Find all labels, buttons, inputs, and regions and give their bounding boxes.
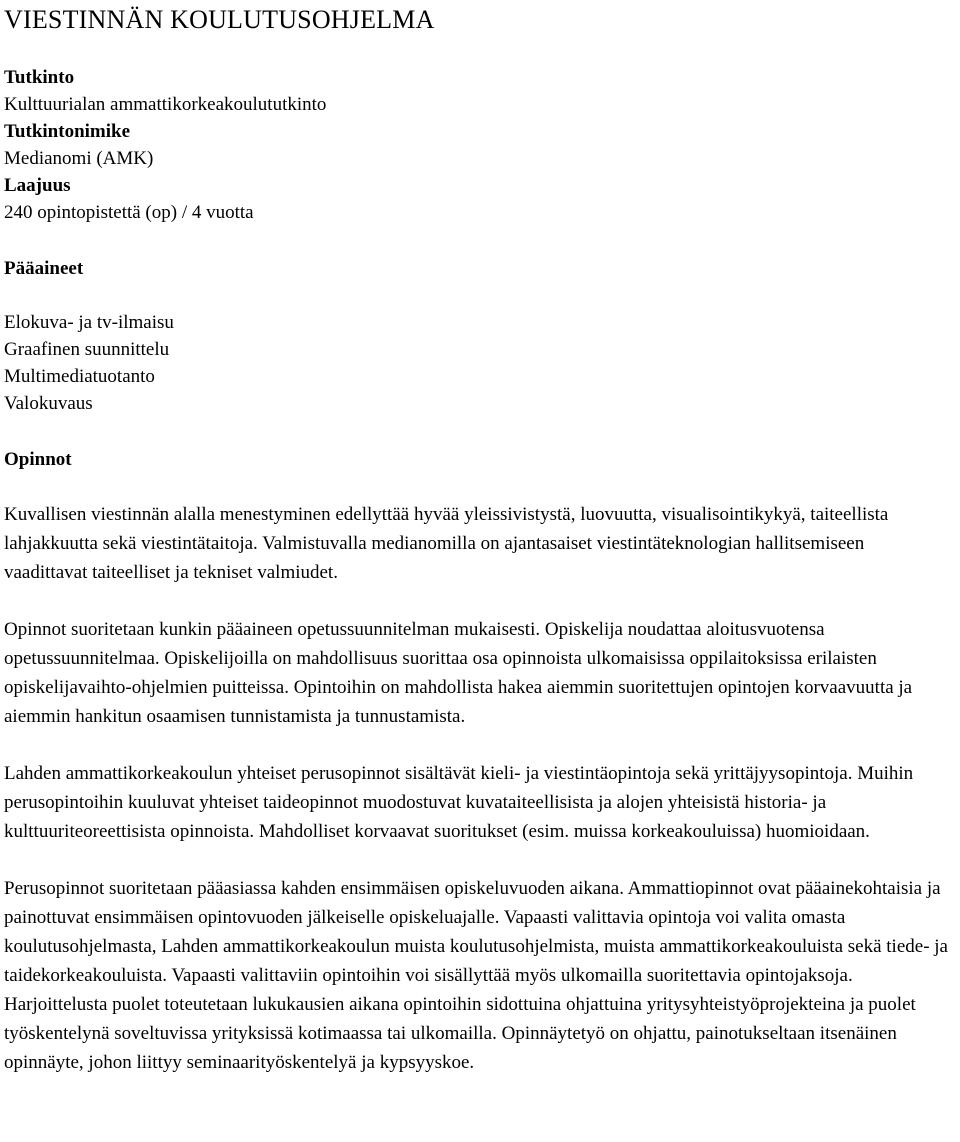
degree-info <box>4 64 956 226</box>
studies-paragraph: Lahden ammattikorkeakoulun yhteiset perusopinnot sisältävät kieli- ja viestintäopintoja sekä yrittäjyysopintoja. Muihin perusopintoihin kuuluvat yhteiset taideopinnot muodostuvat kuvataiteellisista ja alojen yhteisistä historia- ja kulttuuriteoreettisista opinnoista. Mahdolliset korvaavat suoritukset (esim. muissa korkeakouluissa) huomioidaan. <box>4 763 914 842</box>
studies-paragraph: Opinnot suoritetaan kunkin pääaineen opetussuunnitelman mukaisesti. Opiskelija noudattaa aloitusvuotensa opetussuunnitelmaa. Opiskelijoilla on mahdollisuus suorittaa osa opinnoista ulkomaisissa oppilaitoksissa erilaisten opiskelijavaihto-ohjelmien puitteissa. Opintoihin on mahdollista hakea aiemmin suoritettujen opintojen korvaavuutta ja aiemmin hankitun osaamisen tunnistamista ja tunnustamista. <box>4 619 913 727</box>
degree-title-label: Tutkintonimike <box>4 121 131 142</box>
degree-label: Tutkinto <box>4 67 75 88</box>
major-item: Elokuva- ja tv-ilmaisu <box>4 312 174 333</box>
major-item: Multimediatuotanto <box>4 366 155 387</box>
scope-label: Laajuus <box>4 175 71 196</box>
page-title: VIESTINNÄN KOULUTUSOHJELMA <box>4 5 435 34</box>
studies-paragraph: Kuvallisen viestinnän alalla menestyminen edellyttää hyvää yleissivistystä, luovuutta, visualisointikykyä, taiteellista lahjakkuutta sekä viestintätaitoja. Valmistuvalla medianomilla on ajantasaiset viestintäteknologian hallitsemiseen vaadittavat taiteelliset ja tekniset valmiudet. <box>4 504 889 583</box>
major-item: Valokuvaus <box>4 393 93 414</box>
scope-value: 240 opintopistettä (op) / 4 vuotta <box>4 202 254 223</box>
studies-paragraph: Perusopinnot suoritetaan pääasiassa kahden ensimmäisen opiskeluvuoden aikana. Ammattiopinnot ovat pääainekohtaisia ja painottuvat ensimmäisen opintovuoden jälkeiselle opiskeluajalle. Vapaasti valittavia opintoja voi valita omasta koulutusohjelmasta, Lahden ammattikorkeakoulun muista koulutusohjelmista, muista ammattikorkeakouluista sekä tiede- ja taidekorkeakouluista. Vapaasti valittaviin opintoihin voi sisällyttää myös ulkomailla suoritettavia opintojaksoja. Harjoittelusta puolet toteutetaan lukukausien aikana opintoihin sidottuina ohjattuina yritysyhteistyöprojekteina ja puolet työskentelynä soveltuvissa yrityksissä kotimaassa tai ulkomailla. Opinnäytetyö on ohjattu, painotukseltaan itsenäinen opinnäyte, johon liittyy seminaarityöskentelyä ja kypsyyskoe. <box>4 878 948 1073</box>
degree-value: Kulttuurialan ammattikorkeakoulututkinto <box>4 94 327 115</box>
major-item: Graafinen suunnittelu <box>4 339 170 360</box>
degree-title-value: Medianomi (AMK) <box>4 148 154 169</box>
majors-heading: Pääaineet <box>4 258 84 279</box>
majors-list <box>4 309 956 417</box>
studies-heading: Opinnot <box>4 449 72 470</box>
